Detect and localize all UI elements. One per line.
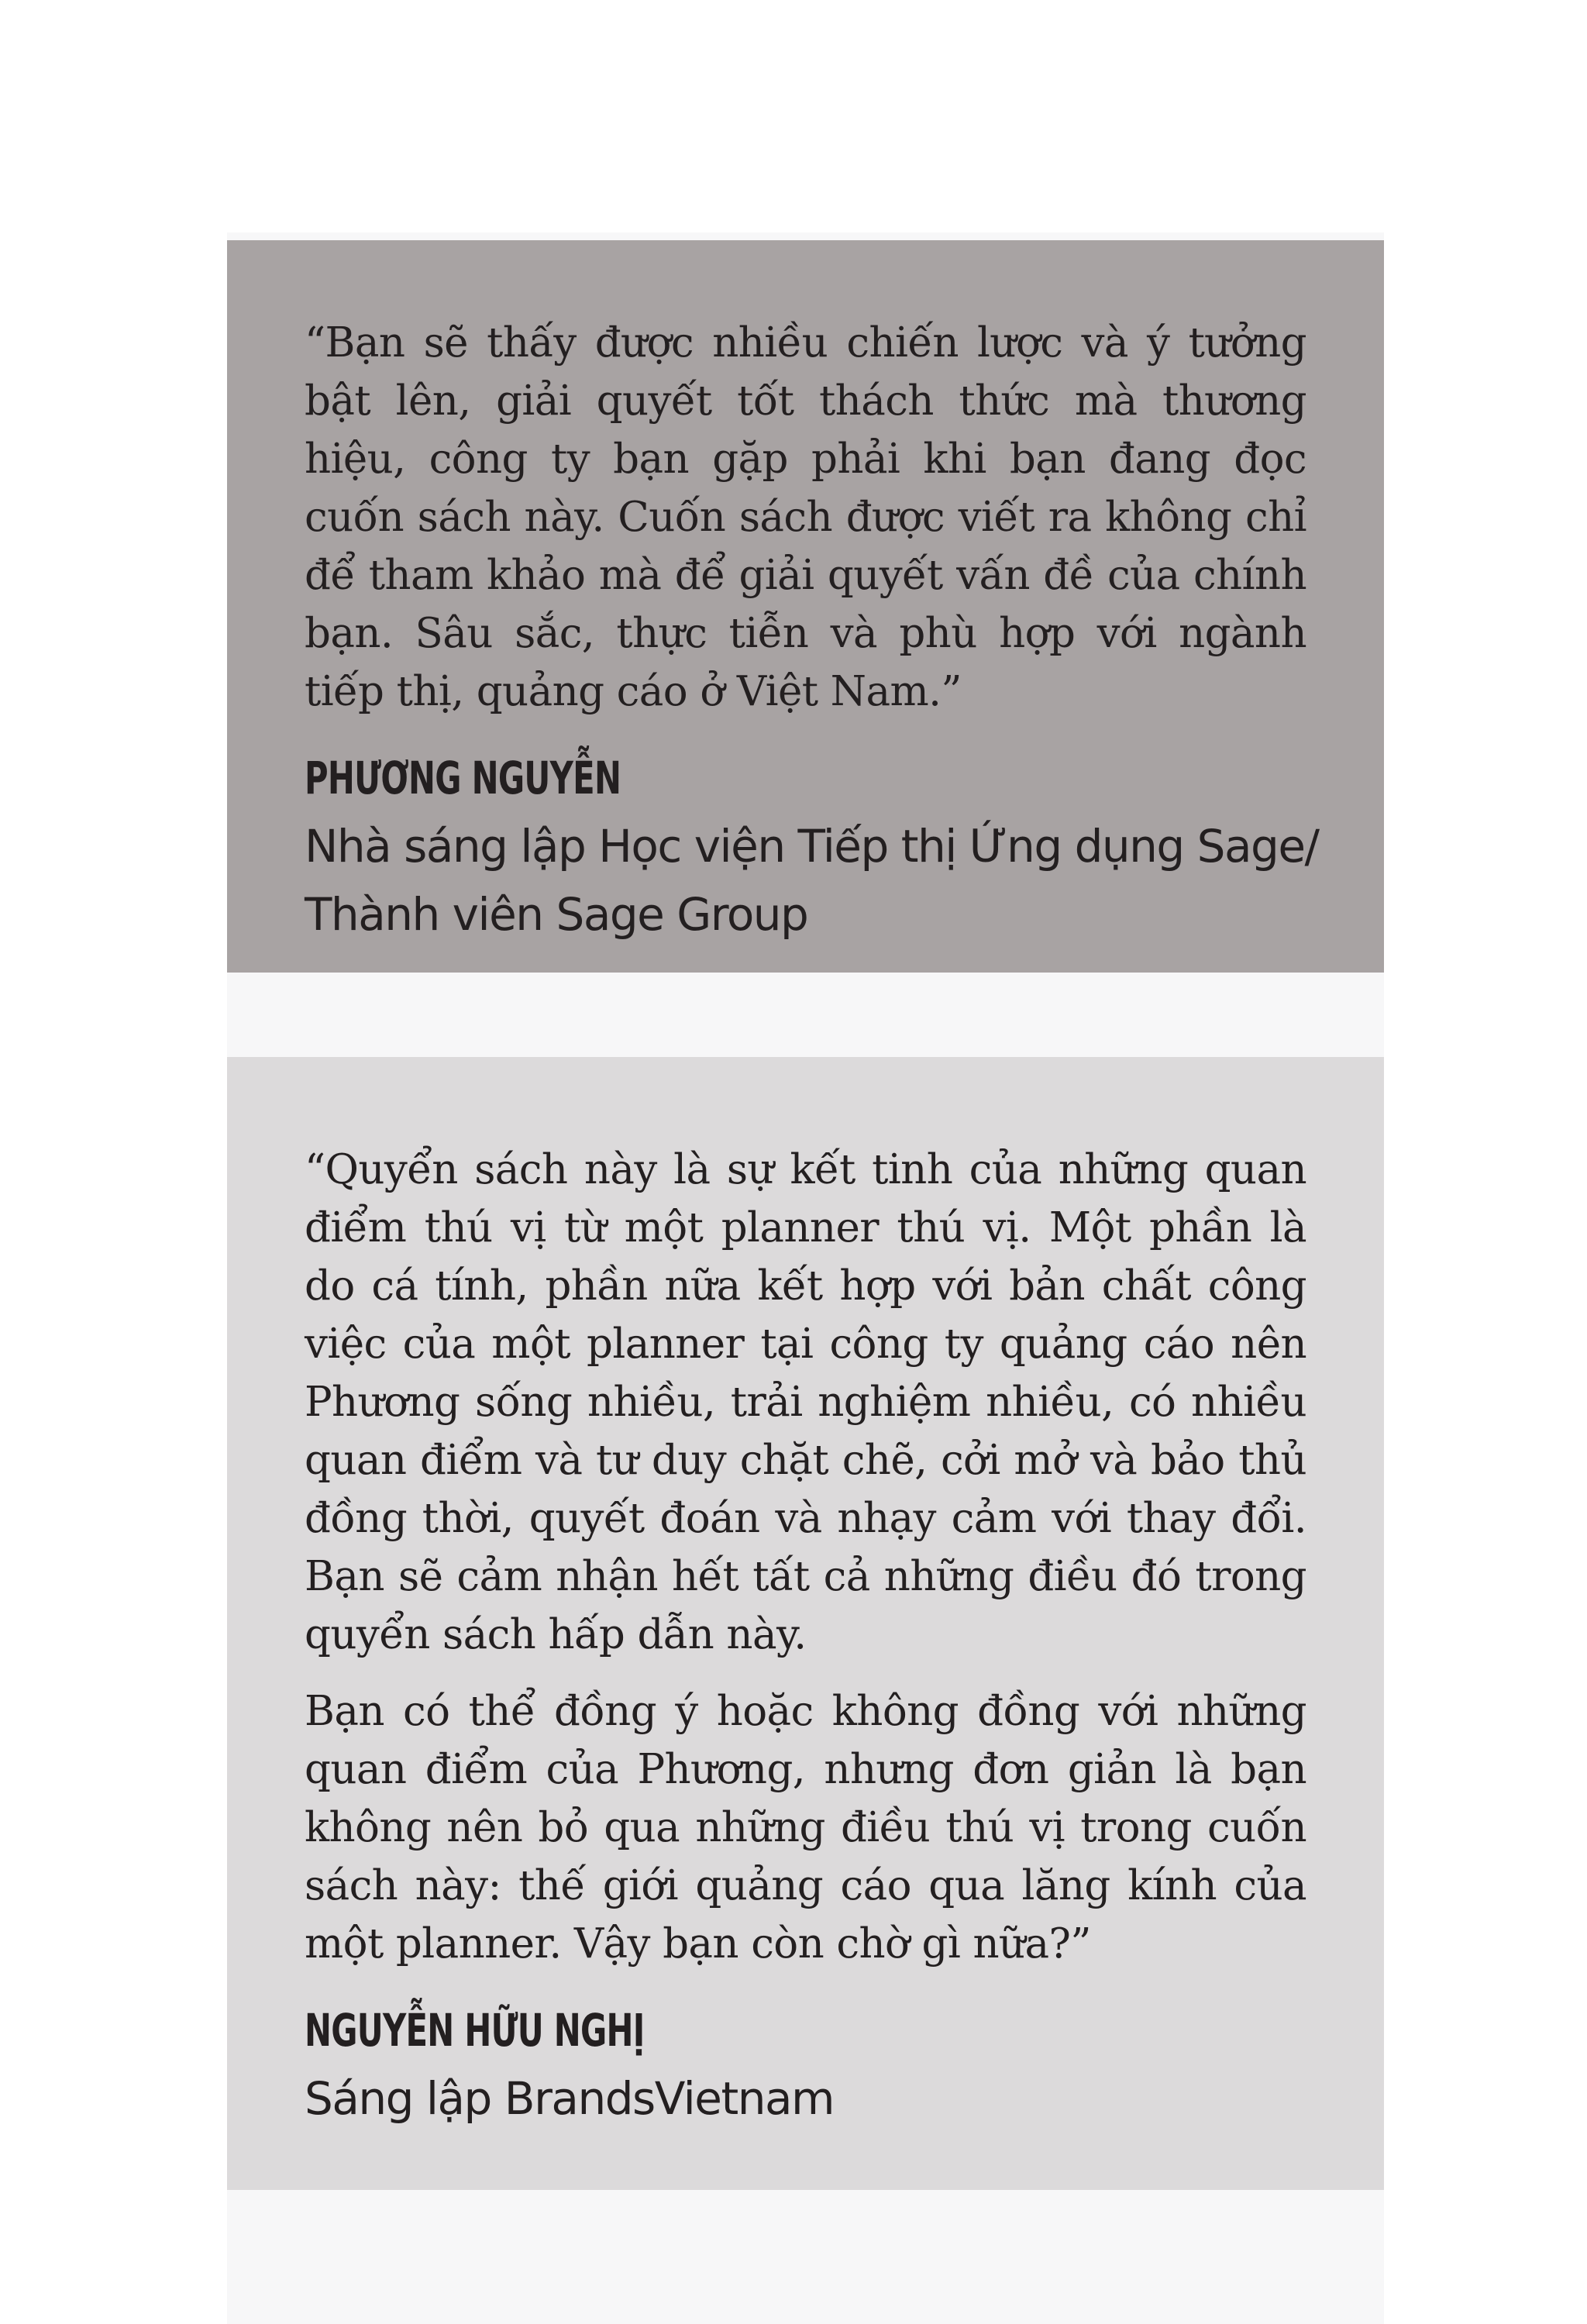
testimonial-2-quote-paragraph-1: “Quyển sách này là sự kết tinh của những quan điểm thú vị từ một planner thú vị. Một phần là do cá tính, phần nữa kết hợp với bản chất công việc của một planner tại công ty quảng cáo nên Phương sống nhiều, trải nghiệm nhiều, có nhiều quan điểm và tư duy chặt chẽ, cởi mở và bảo thủ đồng thời, quyết đoán và nhạy cảm với thay đổi. Bạn sẽ cảm nhận hết tất cả những điều đó trong quyển sách hấp dẫn này. <box>305 1146 1306 1658</box>
testimonial-1-author: PHƯƠNG NGUYỄN <box>305 752 621 804</box>
testimonial-2-quote-paragraph-2: Bạn có thể đồng ý hoặc không đồng với những quan điểm của Phương, nhưng đơn giản là bạn không nên bỏ qua những điều thú vị trong cuốn sách này: thế giới quảng cáo qua lăng kính của một planner. Vậy bạn còn chờ gì nữa?” <box>305 1688 1306 1968</box>
testimonial-1-quote: “Bạn sẽ thấy được nhiều chiến lược và ý tưởng bật lên, giải quyết tốt thách thức mà thương hiệu, công ty bạn gặp phải khi bạn đang đọc cuốn sách này. Cuốn sách được viết ra không chỉ để tham khảo mà để giải quyết vấn đề của chính bạn. Sâu sắc, thực tiễn và phù hợp với ngành tiếp thị, quảng cáo ở Việt Nam.” <box>305 319 1306 715</box>
testimonial-2-author: NGUYỄN HỮU NGHỊ <box>305 2004 645 2057</box>
testimonial-1-role: Nhà sáng lập Học viện Tiếp thị Ứng dụng Sage/ Thành viên Sage Group <box>305 820 1319 941</box>
testimonial-2-role: Sáng lập BrandsVietnam <box>305 2072 834 2125</box>
testimonial-box-1 <box>227 240 1384 973</box>
testimonial-box-2 <box>227 1057 1384 2190</box>
